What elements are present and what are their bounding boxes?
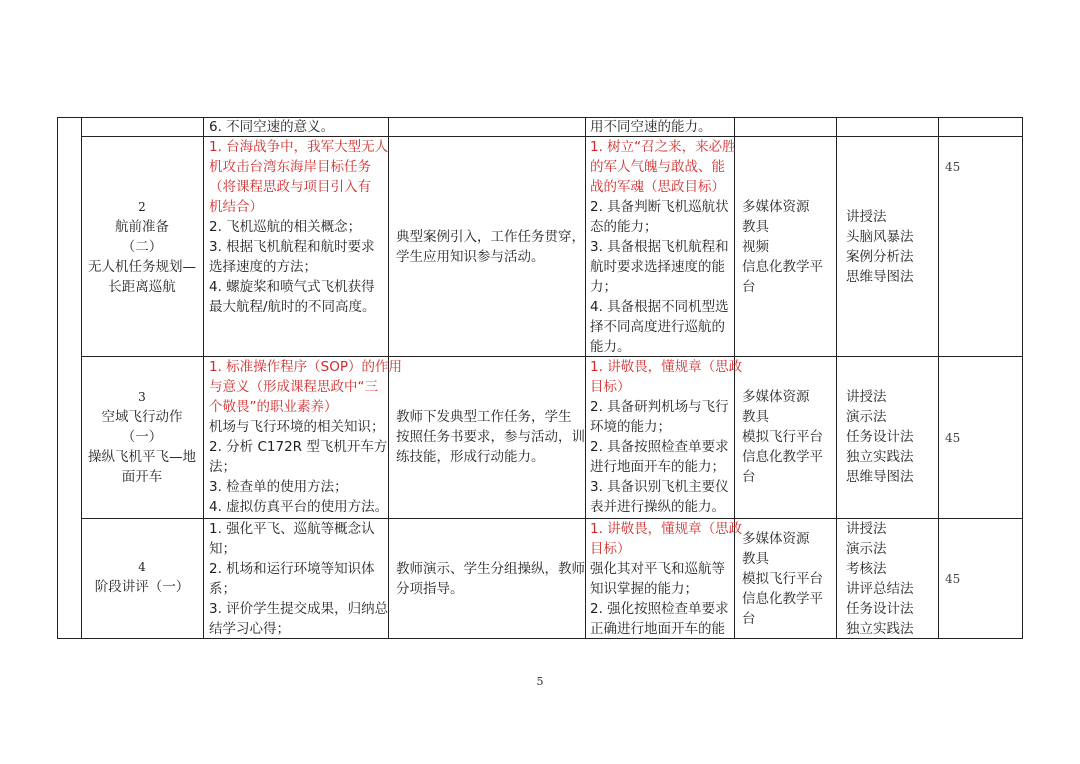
hours-value: 45 [945, 572, 961, 586]
resources-cell: 多媒体资源 教具 视频 信息化教学平 台 [742, 199, 823, 295]
methods-cell: 讲授法 演示法 考核法 讲评总结法 任务设计法 独立实践法 [846, 521, 914, 637]
methods-cell: 讲授法 头脑风暴法 案例分析法 思维导图法 [846, 209, 914, 285]
ability-cell: 1. 讲敬畏，懂规章（思政 目标） 强化其对平飞和巡航等 知识掌握的能力； 2. 强化按照检查单要求 正确进行地面开车的能 [590, 521, 743, 637]
task-number: 3 [138, 390, 146, 404]
page-number: 5 [536, 675, 544, 688]
content-cell: 1. 台海战争中，我军大型无人 机攻击台湾东海岸目标任务 （将课程思政与项目引入有 机结合） 2. 飞机巡航的相关概念； 3. 根据飞机航程和航时要求 选择速度的方法； 4. 螺旋桨和喷气式飞机获得 最大航程/航时的不同高度。 [209, 139, 389, 315]
top-row-ability: 用不同空速的能力。 [590, 119, 712, 135]
ability-cell: 1. 树立“召之来，来必胜 的军人气魄与敢战、能 战的军魂（思政目标） 2. 具备判断飞机巡航状 态的能力； 3. 具备根据飞机航程和 航时要求选择速度的能 力； 4. 具备根据不同机型选 择不同高度进行巡航的 能力。 [590, 139, 736, 355]
activity-cell: 典型案例引入，工作任务贯穿， 学生应用知识参与活动。 [396, 229, 585, 265]
top-row-content: 6. 不同空速的意义。 [209, 119, 335, 135]
resources-cell: 多媒体资源 教具 模拟飞行平台 信息化教学平 台 [742, 531, 823, 627]
activity-cell: 教师演示、学生分组操纵，教师 分项指导。 [396, 561, 585, 597]
task-cell: 3 空域飞行动作 （一） 操纵飞机平飞—地 面开车 [81, 387, 203, 487]
ability-cell: 1. 讲敬畏，懂规章（思政 目标） 2. 具备研判机场与飞行 环境的能力； 2. 具备按照检查单要求 进行地面开车的能力； 3. 具备识别飞机主要仪 表并进行操纵的能力。 [590, 359, 743, 515]
methods-cell: 讲授法 演示法 任务设计法 独立实践法 思维导图法 [846, 389, 914, 485]
content-cell: 1. 强化平飞、巡航等概念认 知； 2. 机场和运行环境等知识体 系； 3. 评价学生提交成果，归纳总 结学习心得； [209, 521, 389, 637]
resources-cell: 多媒体资源 教具 模拟飞行平台 信息化教学平 台 [742, 389, 823, 485]
activity-cell: 教师下发典型工作任务，学生 按照任务书要求，参与活动，训 练技能，形成行动能力。 [396, 409, 585, 465]
task-number: 2 [138, 200, 146, 214]
hours-value: 45 [945, 160, 961, 174]
hours-value: 45 [945, 431, 961, 445]
content-cell: 1. 标准操作程序（SOP）的作用 与意义（形成课程思政中“三 个敬畏”的职业素养） 机场与飞行环境的相关知识； 2. 分析 C172R 型飞机开车方 法； 3. 检查单的使用方法； 4. 虚拟仿真平台的使用方法。 [209, 359, 403, 515]
task-number: 4 [138, 560, 146, 574]
task-cell: 4 阶段讲评（一） [81, 557, 203, 597]
task-cell: 2 航前准备 （二） 无人机任务规划— 长距离巡航 [81, 197, 203, 297]
